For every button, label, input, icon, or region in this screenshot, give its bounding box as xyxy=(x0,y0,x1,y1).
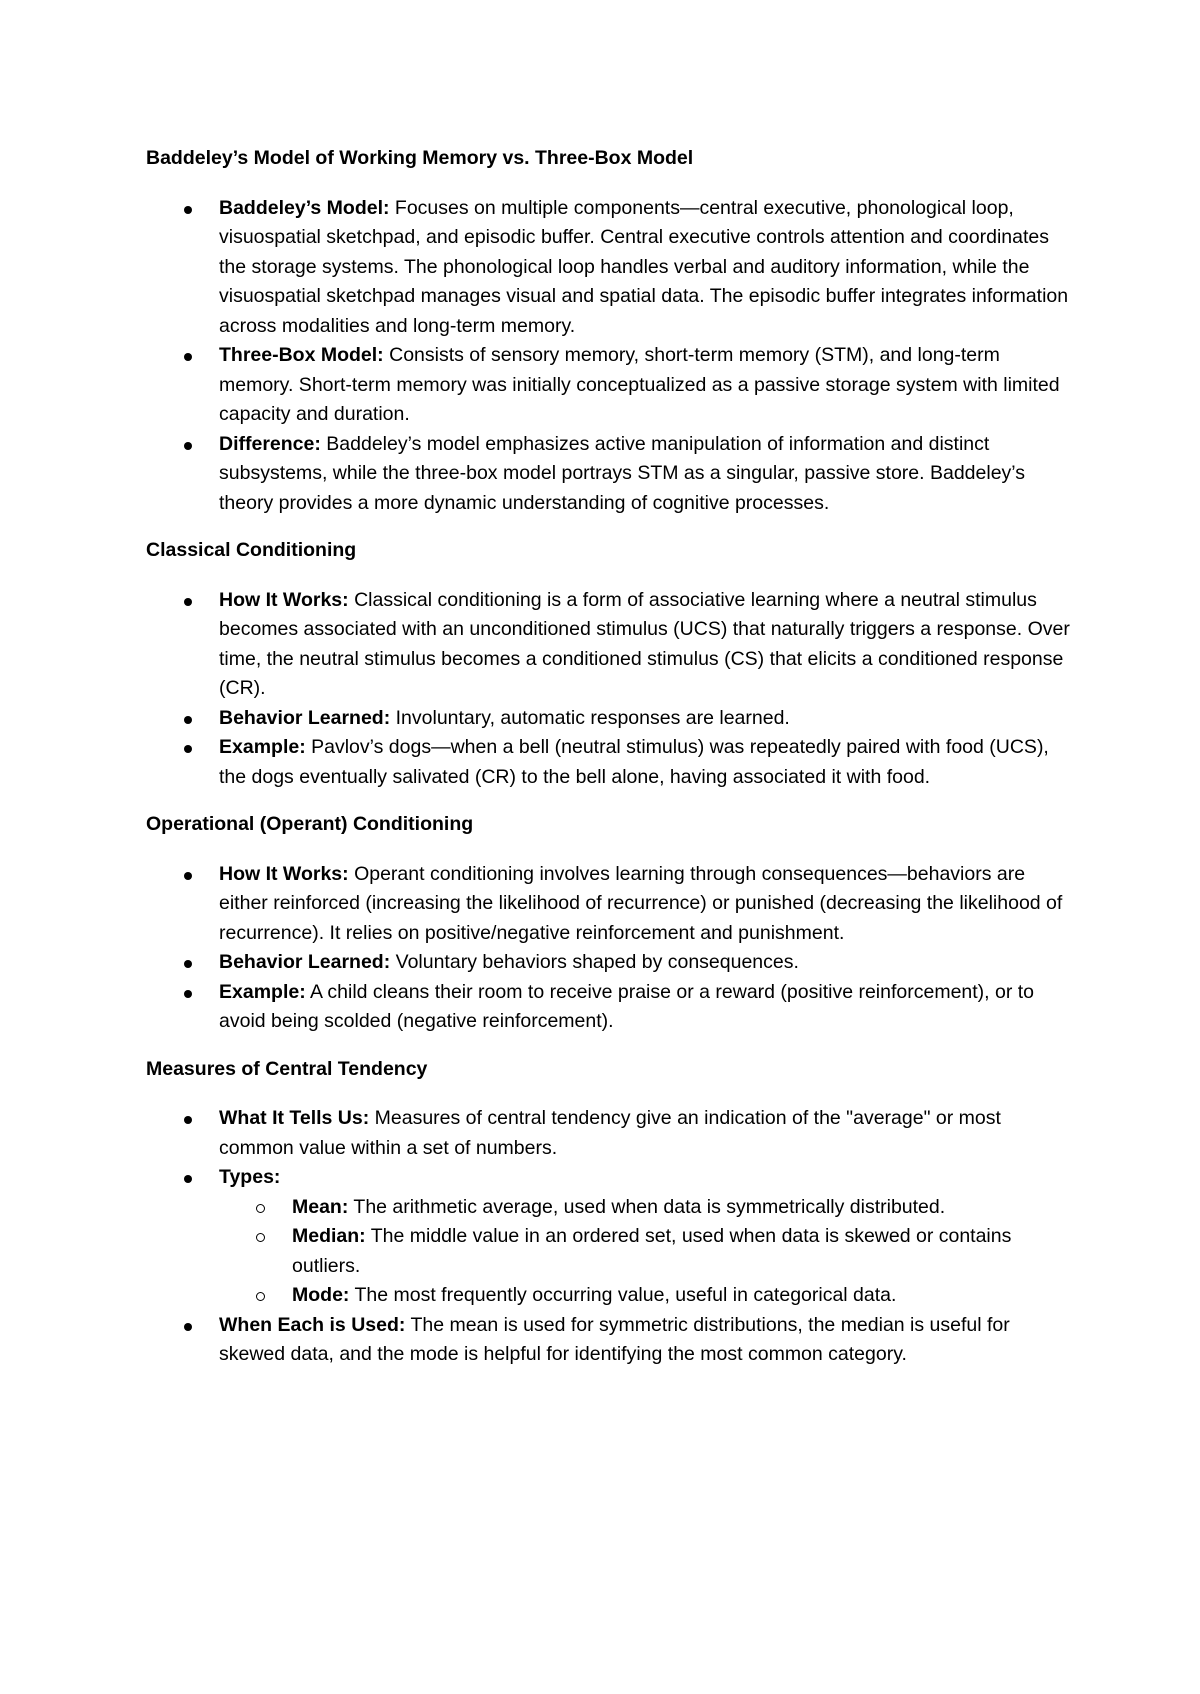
item-label: Three-Box Model: xyxy=(219,344,384,366)
item-text: Operant conditioning involves learning through consequences—behaviors are either reinforced (increasing the likelihood of recurrence) or punished (decreasing the likelihood of recurrence). It relies on positive/negative reinforcement and punishment. xyxy=(219,862,1063,944)
bullet-circle-icon xyxy=(256,1292,265,1301)
item-label: Types: xyxy=(219,1166,281,1188)
list-item xyxy=(146,704,1076,734)
bullet-circle-icon xyxy=(256,1233,265,1242)
list-item xyxy=(146,1163,1076,1311)
bullet-dot-icon xyxy=(184,990,192,998)
item-text: Pavlov’s dogs—when a bell (neutral stimulus) was repeatedly paired with food (UCS), the dogs eventually salivated (CR) to the bell alone, having associated it with food. xyxy=(219,736,1049,788)
section-heading: Measures of Central Tendency xyxy=(146,1057,428,1080)
bullet-dot-icon xyxy=(184,960,192,968)
list-item xyxy=(146,948,1076,978)
list-item xyxy=(146,586,1076,704)
item-text: Consists of sensory memory, short-term memory (STM), and long-term memory. Short-term memory was initially conceptualized as a passive storage system with limited capacity and duration. xyxy=(219,344,1060,425)
item-text: Voluntary behaviors shaped by consequences. xyxy=(390,951,799,973)
item-text: Classical conditioning is a form of associative learning where a neutral stimulus becomes associated with an unconditioned stimulus (UCS) that naturally triggers a response. Over time, the neutral stimulus becomes a conditioned stimulus (CS) that elicits a conditioned response (CR). xyxy=(219,588,1070,699)
item-label: What It Tells Us: xyxy=(219,1107,370,1129)
bullet-dot-icon xyxy=(184,716,192,724)
item-label: Behavior Learned: xyxy=(219,951,391,973)
section-central-tendency xyxy=(146,1055,1076,1370)
item-label: Example: xyxy=(219,980,306,1003)
bullet-dot-icon xyxy=(184,1175,192,1183)
section-heading: Baddeley’s Model of Working Memory vs. Three-Box Model xyxy=(146,147,694,169)
bullet-circle-icon xyxy=(256,1204,265,1213)
item-text: Focuses on multiple components—central executive, phonological loop, visuospatial sketchpad, and episodic buffer. Central executive controls attention and coordinates the storage systems. The phonological loop handles verbal and auditory information, while the visuospatial sketchpad manages visual and spatial data. The episodic buffer integrates information across modalities and long-term memory. xyxy=(219,196,1069,337)
sub-list-item xyxy=(219,1281,1076,1311)
section-heading: Operational (Operant) Conditioning xyxy=(146,813,474,835)
bullet-list xyxy=(146,860,1076,1037)
item-text: A child cleans their room to receive praise or a reward (positive reinforcement), or to avoid being scolded (negative reinforcement). xyxy=(219,980,1035,1032)
section-classical-conditioning xyxy=(146,536,1076,792)
item-label: Baddeley’s Model: xyxy=(219,196,390,219)
list-item xyxy=(146,341,1076,430)
bullet-list xyxy=(146,194,1076,519)
section-working-memory xyxy=(146,144,1076,518)
list-item xyxy=(146,978,1076,1037)
list-item xyxy=(146,430,1076,519)
subitem-text: The most frequently occurring value, useful in categorical data. xyxy=(349,1284,897,1306)
item-label: Difference: xyxy=(219,432,321,455)
bullet-dot-icon xyxy=(184,872,192,880)
item-text: Baddeley’s model emphasizes active manipulation of information and distinct subsystems, while the three-box model portrays STM as a singular, passive store. Baddeley’s theory provides a more dynamic understanding of cognitive processes. xyxy=(219,432,1026,514)
bullet-list xyxy=(146,586,1076,793)
subitem-text: The middle value in an ordered set, used when data is skewed or contains outliers. xyxy=(292,1225,1012,1277)
section-operant-conditioning xyxy=(146,810,1076,1037)
list-item xyxy=(146,860,1076,949)
sub-list-item xyxy=(219,1222,1076,1281)
bullet-dot-icon xyxy=(184,598,192,606)
item-label: How It Works: xyxy=(219,588,349,611)
item-label: When Each is Used: xyxy=(219,1313,406,1336)
document-body xyxy=(146,144,1076,1388)
item-text: The mean is used for symmetric distributions, the median is useful for skewed data, and the mode is helpful for identifying the most common category. xyxy=(219,1313,1010,1365)
bullet-dot-icon xyxy=(184,206,192,214)
subitem-label: Median: xyxy=(292,1225,366,1247)
bullet-dot-icon xyxy=(184,442,192,450)
bullet-dot-icon xyxy=(184,1323,192,1331)
item-text: Involuntary, automatic responses are learned. xyxy=(390,706,790,729)
item-label: How It Works: xyxy=(219,862,349,885)
bullet-dot-icon xyxy=(184,353,192,361)
item-text: Measures of central tendency give an indication of the "average" or most common value within a set of numbers. xyxy=(219,1107,1001,1159)
item-label: Behavior Learned: xyxy=(219,706,391,729)
list-item xyxy=(146,194,1076,342)
bullet-dot-icon xyxy=(184,1116,192,1124)
item-label: Example: xyxy=(219,736,306,758)
subitem-label: Mean: xyxy=(292,1195,349,1218)
section-heading: Classical Conditioning xyxy=(146,539,357,561)
list-item xyxy=(146,733,1076,792)
bullet-dot-icon xyxy=(184,745,192,753)
list-item xyxy=(146,1311,1076,1370)
subitem-text: The arithmetic average, used when data is symmetrically distributed. xyxy=(348,1195,946,1218)
subitem-label: Mode: xyxy=(292,1284,350,1306)
bullet-list xyxy=(146,1104,1076,1370)
list-item xyxy=(146,1104,1076,1163)
sub-list-item xyxy=(219,1193,1076,1223)
sub-bullet-list xyxy=(219,1193,1076,1311)
